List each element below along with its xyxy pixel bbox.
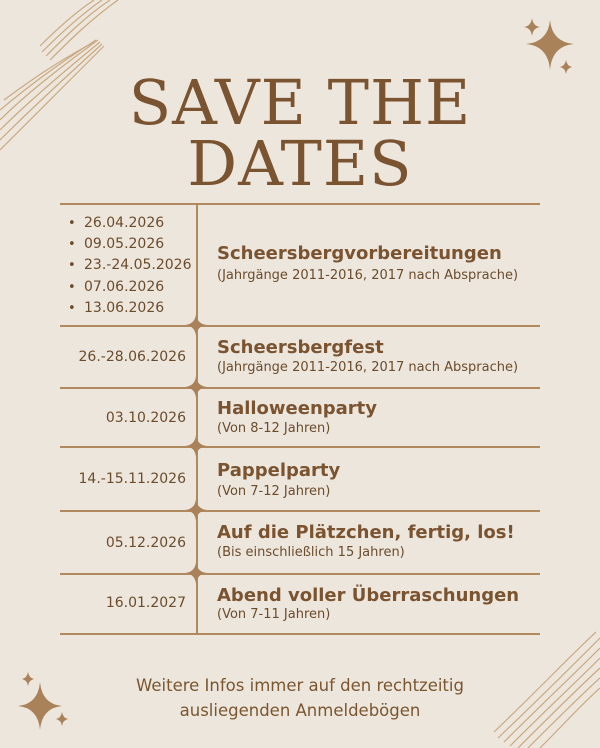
event-date: 14.-15.11.2026: [78, 471, 186, 487]
footer-line1: Weitere Infos immer auf den rechtzeitig: [136, 676, 464, 695]
event-date: 26.-28.06.2026: [78, 349, 186, 365]
event-subtitle: (Von 7-12 Jahren): [217, 484, 331, 499]
event-subtitle: (Von 7-11 Jahren): [217, 607, 331, 622]
event-subtitle: (Jahrgänge 2011-2016, 2017 nach Absprache): [217, 360, 519, 375]
table-divider: [60, 446, 540, 448]
star-marker-icon: [185, 562, 207, 584]
event-date: 03.10.2026: [105, 410, 186, 426]
list-item: • 26.04.2026: [68, 213, 191, 234]
star-marker-icon: [185, 376, 207, 398]
table-divider: [60, 633, 540, 635]
event-title: Abend voller Überraschungen: [217, 585, 520, 606]
list-item: • 07.06.2026: [68, 277, 191, 298]
event-title: Auf die Plätzchen, fertig, los!: [217, 522, 515, 543]
star-marker-icon: [185, 499, 207, 521]
leaf-decoration-bottom-right: [480, 628, 600, 748]
table-divider: [60, 203, 540, 205]
list-item: • 23.-24.05.2026: [68, 255, 191, 276]
page-title-line1: SAVE THE: [128, 66, 472, 139]
date-list: [68, 213, 191, 319]
event-title: Scheersbergfest: [217, 337, 384, 358]
event-date: 16.01.2027: [105, 595, 186, 611]
table-divider: [60, 325, 540, 327]
list-item: • 13.06.2026: [68, 298, 191, 319]
event-subtitle: (Von 8-12 Jahren): [217, 421, 331, 436]
event-title: Pappelparty: [217, 460, 341, 481]
event-title: Halloweenparty: [217, 398, 378, 419]
event-subtitle: (Bis einschließlich 15 Jahren): [217, 545, 405, 560]
event-date: 05.12.2026: [105, 535, 186, 551]
sparkle-stars-top-right: [520, 16, 582, 78]
sparkle-stars-bottom-left: [16, 672, 74, 732]
star-marker-icon: [185, 435, 207, 457]
table-divider: [60, 573, 540, 575]
table-divider: [60, 387, 540, 389]
event-title: Scheersbergvorbereitungen: [217, 243, 502, 264]
table-divider: [60, 510, 540, 512]
page-title-line2: DATES: [187, 127, 413, 200]
event-subtitle: (Jahrgänge 2011-2016, 2017 nach Absprache): [217, 268, 519, 283]
footer-line2: ausliegenden Anmeldebögen: [179, 701, 421, 720]
list-item: • 09.05.2026: [68, 234, 191, 255]
